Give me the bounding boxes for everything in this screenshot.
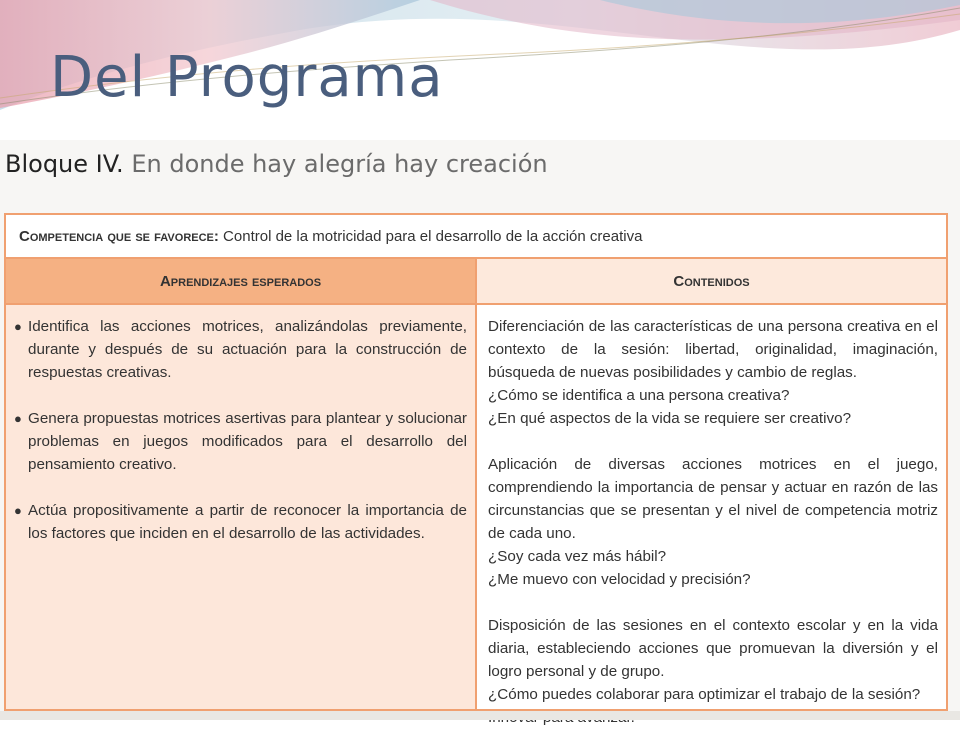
contenido-question: ¿En qué aspectos de la vida se requiere ser creativo? <box>488 410 852 427</box>
contenido-block <box>488 453 938 591</box>
bullet-icon: ● <box>14 503 22 518</box>
contenido-text: Aplicación de diversas acciones motrices en el juego, comprendiendo la importancia de pensar y actuar en razón de las circunstancias que se presentan y el nivel de competencia motriz de cada uno. <box>488 456 938 542</box>
contenidos-column <box>477 305 946 709</box>
contenido-question: ¿Me muevo con velocidad y precisión? <box>488 571 751 588</box>
aprendizaje-item <box>14 315 467 384</box>
competencia-text: Control de la motricidad para el desarrollo de la acción creativa <box>223 228 643 245</box>
header-aprendizajes: Aprendizajes esperados <box>6 259 477 305</box>
competencia-label: Competencia que se favorece: <box>19 228 219 245</box>
contenido-question: ¿Cómo se identifica a una persona creativa? <box>488 387 790 404</box>
aprendizajes-column <box>6 305 477 709</box>
bullet-icon: ● <box>14 411 22 426</box>
slide-title: Del Programa <box>50 45 444 110</box>
aprendizaje-item <box>14 499 467 545</box>
bloque-number: Bloque IV. <box>5 150 124 178</box>
contenido-question: ¿Soy cada vez más hábil? <box>488 548 667 565</box>
aprendizaje-item <box>14 407 467 476</box>
competencia-row <box>6 215 946 259</box>
aprendizaje-text: Actúa propositivamente a partir de reconocer la importancia de los factores que inciden en el desarrollo de las actividades. <box>28 502 467 542</box>
program-table <box>4 213 948 711</box>
header-contenidos: Contenidos <box>477 259 946 305</box>
contenido-text: Diferenciación de las características de una persona creativa en el contexto de la sesión: libertad, originalidad, imaginación, búsqueda de nuevas posibilidades y cambio de reglas. <box>488 318 938 381</box>
contenido-question: ¿Cómo puedes colaborar para optimizar el trabajo de la sesión? <box>488 686 921 703</box>
contenido-text: Disposición de las sesiones en el contexto escolar y en la vida diaria, estableciendo acciones que promuevan la diversión y el logro personal y de grupo. <box>488 617 938 680</box>
bullet-icon: ● <box>14 319 22 334</box>
bloque-name: En donde hay alegría hay creación <box>131 150 548 178</box>
aprendizaje-text: Genera propuestas motrices asertivas para plantear y solucionar problemas en juegos modificados para el desarrollo del pensamiento creativo. <box>28 410 467 473</box>
bottom-strip <box>0 711 960 720</box>
contenido-block <box>488 315 938 430</box>
aprendizaje-text: Identifica las acciones motrices, analizándolas previamente, durante y después de su actuación para la construcción de respuestas creativas. <box>28 318 467 381</box>
bloque-heading <box>5 148 548 180</box>
